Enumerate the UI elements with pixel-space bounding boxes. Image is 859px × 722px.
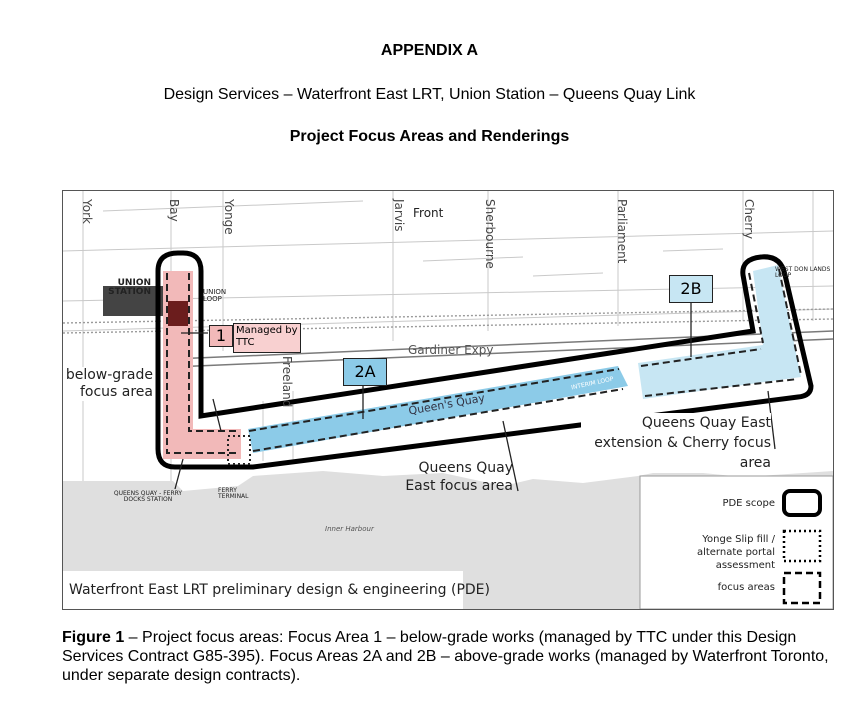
inner-harbour-label: Inner Harbour	[325, 525, 374, 533]
below-grade-focus-label: below-grade focus area	[65, 367, 153, 400]
qq-east-extension-focus-label: Queens Quay East extension & Cherry focus area	[581, 413, 771, 473]
union-loop-label: UNION LOOP	[203, 288, 227, 303]
union-station-label: UNION STATION	[108, 278, 151, 297]
street-front: Front	[413, 206, 444, 220]
street-sherbourne: Sherbourne	[483, 199, 497, 269]
document-subtitle: Design Services – Waterfront East LRT, Union Station – Queens Quay Link	[163, 86, 696, 103]
legend-pde-label: PDE scope	[722, 498, 775, 509]
focus-area-2b-badge: 2B	[669, 275, 713, 303]
street-york: York	[80, 199, 94, 224]
street-jarvis: Jarvis	[392, 199, 406, 232]
section-heading: Project Focus Areas and Renderings	[289, 128, 570, 145]
street-cherry: Cherry	[742, 199, 756, 240]
street-yonge: Yonge	[222, 199, 236, 235]
managed-by-ttc-note: Managed by TTC	[233, 323, 301, 353]
caption-text: – Project focus areas: Focus Area 1 – below-grade works (managed by TTC under this Design Services Contract G85-395). Focus Areas 2A and 2B – above-grade works (managed by Waterfront Toronto, under separate design contracts).	[62, 629, 829, 684]
figure-caption	[62, 628, 832, 685]
legend-yonge-slip-label: Yonge Slip fill / alternate portal assessment	[696, 534, 775, 571]
legend-focus-label: focus areas	[717, 582, 775, 593]
appendix-heading: APPENDIX A	[380, 42, 479, 59]
gardiner-label: Gardiner Expy	[408, 343, 494, 357]
street-freeland: Freeland	[280, 356, 294, 408]
ferry-terminal-label: FERRY TERMINAL	[218, 487, 249, 500]
focus-area-1-badge: 1	[209, 325, 233, 347]
project-map	[62, 190, 834, 610]
caption-label: Figure 1	[62, 629, 125, 646]
interim-loop-label: INTERIM LOOP	[570, 375, 615, 392]
queens-quay-station-label: QUEENS QUAY - FERRY DOCKS STATION	[113, 490, 183, 503]
queens-quay-east-focus-label: Queens Quay East focus area	[405, 460, 513, 494]
west-don-lands-loop-label: WEST DON LANDS LOOP	[775, 266, 831, 279]
focus-area-2a-badge: 2A	[343, 358, 387, 386]
focus-area-2b	[638, 265, 801, 399]
queens-quay-label: Queen's Quay	[407, 391, 486, 418]
map-footer-title: Waterfront East LRT preliminary design & engineering (PDE)	[69, 582, 490, 598]
street-parliament: Parliament	[615, 199, 629, 264]
street-bay: Bay	[167, 199, 181, 222]
